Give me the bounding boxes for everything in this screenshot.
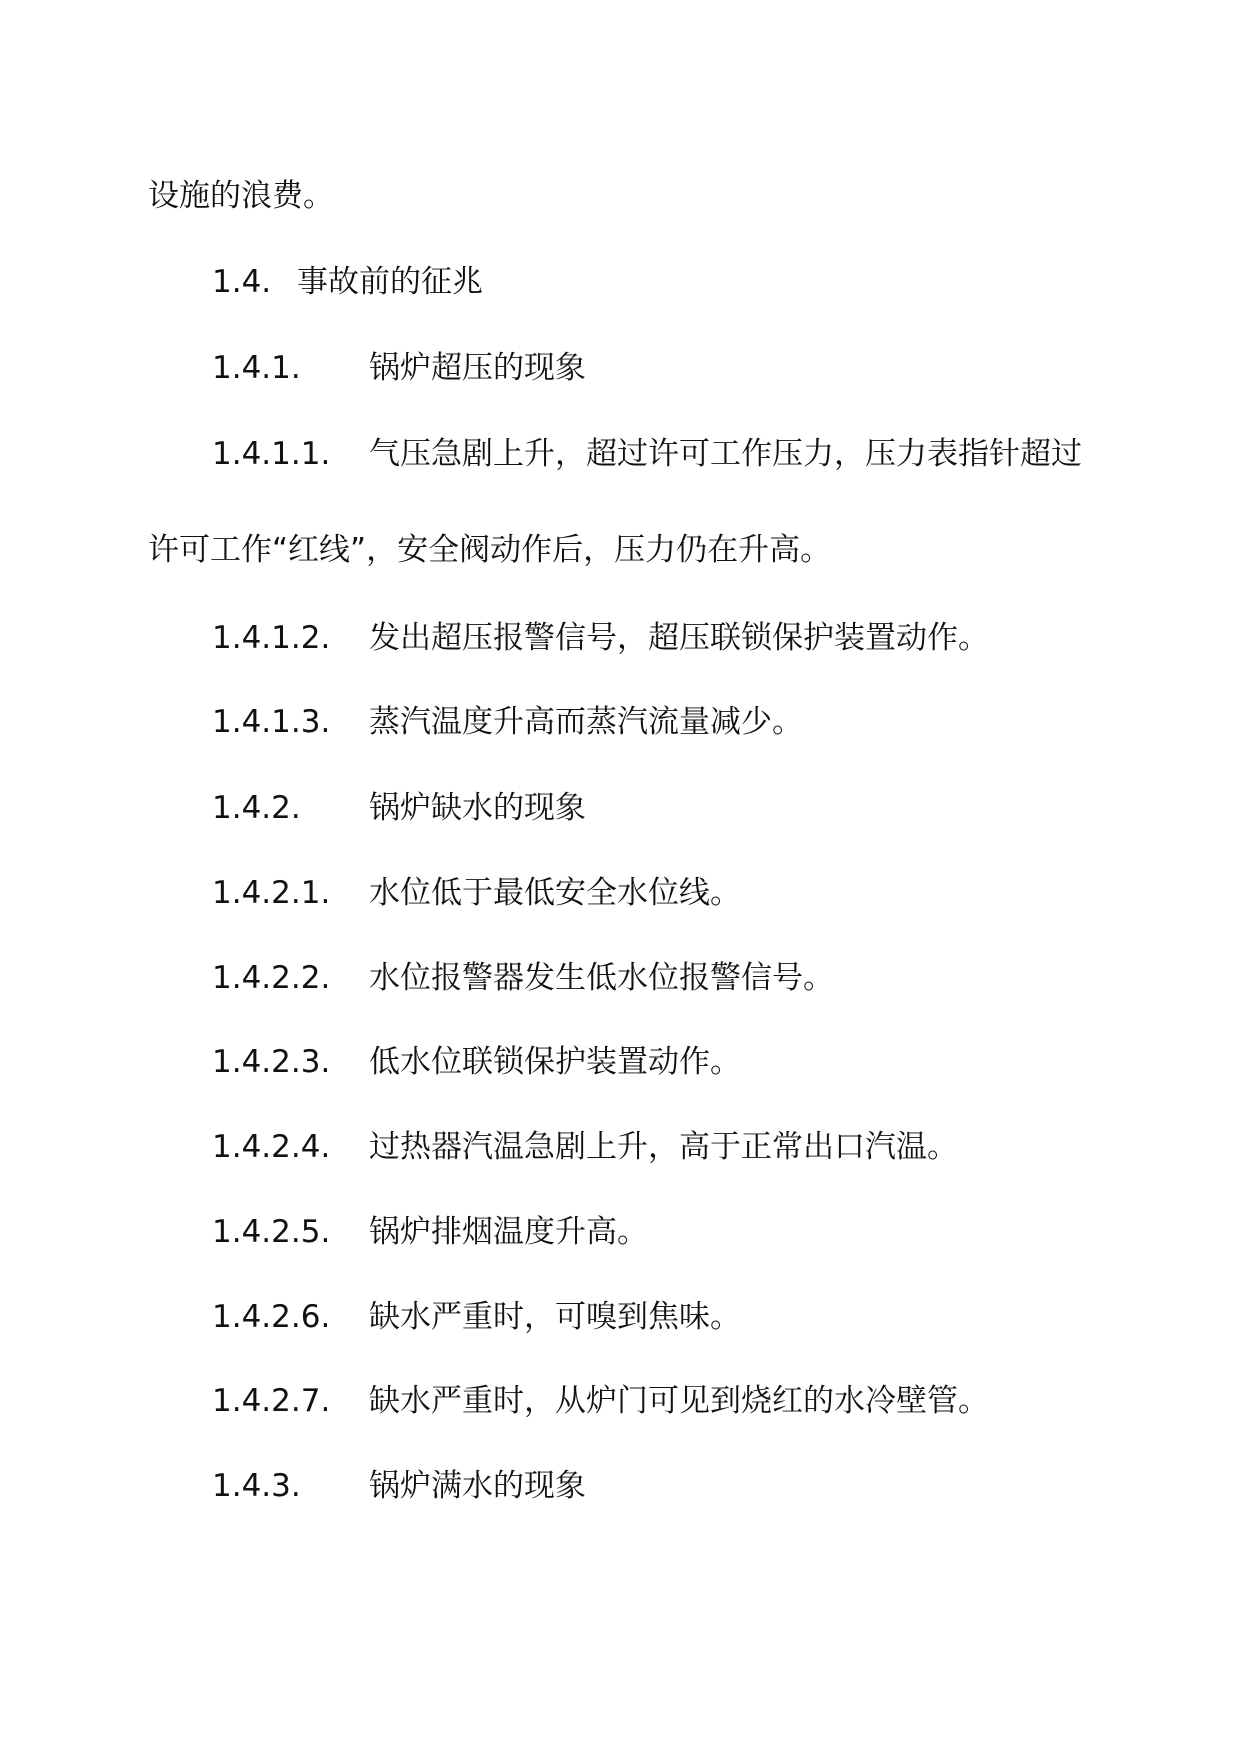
heading-text: 锅炉缺水的现象: [369, 790, 586, 826]
item-number: 1.4.1.1.: [212, 436, 331, 472]
item-text: 缺水严重时，从炉门可见到烧红的水冷壁管。: [369, 1383, 989, 1419]
item-number: 1.4.2.7.: [212, 1383, 331, 1419]
heading-number: 1.4.2.: [212, 790, 301, 826]
item-number: 1.4.2.3.: [212, 1044, 331, 1080]
item-text: 水位低于最低安全水位线。: [369, 875, 741, 911]
item-text: 过热器汽温急剧上升，高于正常出口汽温。: [369, 1129, 958, 1165]
item-number: 1.4.1.2.: [212, 620, 331, 656]
item-text: 发出超压报警信号，超压联锁保护装置动作。: [369, 620, 989, 656]
paragraph-continuation: 设施的浪费。: [148, 178, 334, 214]
item-text: 低水位联锁保护装置动作。: [369, 1044, 741, 1080]
heading-number: 1.4.1.: [212, 350, 301, 386]
item-number: 1.4.2.4.: [212, 1129, 331, 1165]
heading-text: 锅炉满水的现象: [369, 1468, 586, 1504]
heading-text: 锅炉超压的现象: [369, 350, 586, 386]
item-number: 1.4.2.6.: [212, 1299, 331, 1335]
item-text: 锅炉排烟温度升高。: [369, 1214, 648, 1250]
item-number: 1.4.2.1.: [212, 875, 331, 911]
item-number: 1.4.2.2.: [212, 960, 331, 996]
item-text: 蒸汽温度升高而蒸汽流量减少。: [369, 704, 803, 740]
item-text: 气压急剧上升，超过许可工作压力，压力表指针超过: [369, 436, 1082, 472]
heading-number: 1.4.: [212, 264, 272, 300]
item-text: 水位报警器发生低水位报警信号。: [369, 960, 834, 996]
item-text-continuation: 许可工作“红线”，安全阀动作后，压力仍在升高。: [148, 532, 832, 568]
heading-text: 事故前的征兆: [297, 264, 483, 300]
item-number: 1.4.1.3.: [212, 704, 331, 740]
item-number: 1.4.2.5.: [212, 1214, 331, 1250]
heading-number: 1.4.3.: [212, 1468, 301, 1504]
item-text: 缺水严重时，可嗅到焦味。: [369, 1299, 741, 1335]
